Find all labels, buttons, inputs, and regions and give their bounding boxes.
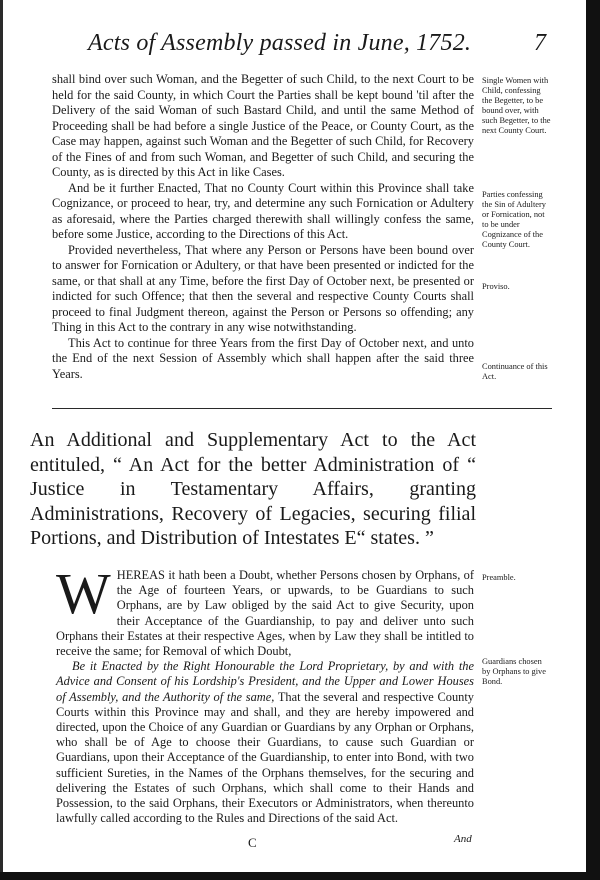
page-number: 7 (534, 30, 546, 56)
act-title: An Additional and Supplementary Act to the Act entituled, “ An Act for the better Administration of “ Justice in Testamentary Affairs, granting Administrations, Recovery of Legacies, securing filial Portions, and Distribution of Intestates E“ states. ” (30, 429, 476, 549)
section-two-text (56, 561, 474, 826)
catchword: And (454, 833, 472, 845)
paragraph-continuance: This Act to continue for three Years from the first Day of October next, and unto the End of the next Session of Assembly which shall happen after the said three Years. (52, 335, 474, 381)
margin-note-parties-confessing: Parties confessing the Sin of Adultery or Fornication, not to be under Cognizance of the County Court. (482, 190, 546, 249)
margin-note-continuance: Continuance of this Act. (482, 362, 548, 381)
scan-edge-right (586, 0, 600, 880)
margin-note-guardians: Guardians chosen by Orphans to give Bond. (482, 657, 546, 686)
page-header (52, 30, 546, 70)
section-one-text (52, 72, 474, 382)
section-divider-rule (52, 408, 552, 409)
paragraph-proviso: Provided nevertheless, That where any Person or Persons have been bound over to answer for Fornication or Adultery, or that have been presented or indicted for the same, or that shall at any Time, before the first Day of October next, be presented or indicted for such Offence; that then the several and respective County Courts shall proceed to final Judgment thereon, against the Person or Persons so offending; any Thing in this Act to the contrary in any wise notwithstanding. (52, 242, 474, 334)
preamble-text: HEREAS it hath been a Doubt, whether Persons chosen by Orphans, of the Age of fourteen Years, or upwards, to be Guardians to such Orphans, are by Law obliged by the said Act to give Security, upon their Acceptance of the Guardianship, to pay and deliver unto such Orphans their Estates at their respective Ages, when by Law they shall be intitled to receive the same; for Removal of which Doubt, (56, 568, 474, 659)
running-head: Acts of Assembly passed in June, 1752. (88, 30, 472, 56)
margin-note-preamble: Preamble. (482, 573, 516, 582)
paragraph-continuation: shall bind over such Woman, and the Begetter of such Child, to the next Court to be held for the said County, in which Court the Parties shall be kept bound 'til after the Delivery of the said Woman of such Bastard Child, and until the same Method of Proceeding shall be had before a single Justice of the Peace, or County Court, as the Case may happen, against such Woman and the Begetter of such Child, for Recovery of the Fines of and from such Woman, and Begetter of such Child, and securing the County, as is directed by this Act in like Cases. (52, 72, 474, 179)
margin-note-single-women: Single Women with Child, confessing the Begetter, to be bound over, with such Begetter, to the next County Court. (482, 76, 551, 135)
scan-edge-bottom (0, 872, 600, 880)
preamble-paragraph (56, 561, 474, 659)
drop-cap: W (56, 561, 111, 626)
signature-mark: C (248, 835, 257, 850)
scan-edge-left (0, 0, 3, 880)
paragraph-enactment: And be it further Enacted, That no County Court within this Province shall take Cognizance, or proceed to hear, try, and determine any such Fornication or Adultery as aforesaid, where the Parties charged therewith shall willingly confess the same, before some Justice, according to the Directions of this Act. (52, 180, 474, 241)
enacting-paragraph (56, 659, 474, 826)
enacting-text: That the several and respective County Courts within this Province may and shall, and they are hereby impowered and directed, upon the Choice of any Guardian or Guardians by any Orphan or Orphans, who shall be of Age to choose their Guardians, to cause such Guardian or Guardians, upon their Acceptance of the Guardianship, to enter into Bond, with two sufficient Sureties, in the Names of the Orphans themselves, for the securing and delivering the Estates of such Orphans, which shall come to their Hands and Possession, to the said Orphans, their Executors or Administrators, when thereunto lawfully called according to the Rules and Directions of the said Act. (56, 689, 474, 826)
margin-note-proviso: Proviso. (482, 282, 510, 291)
enacting-clause: Be it Enacted by the Right Honourable the Lord Proprietary, by and with the Advice and Consent of his Lordship's President, and the Upper and Lower Houses of Assembly, and the Authority of the same, (56, 659, 474, 704)
